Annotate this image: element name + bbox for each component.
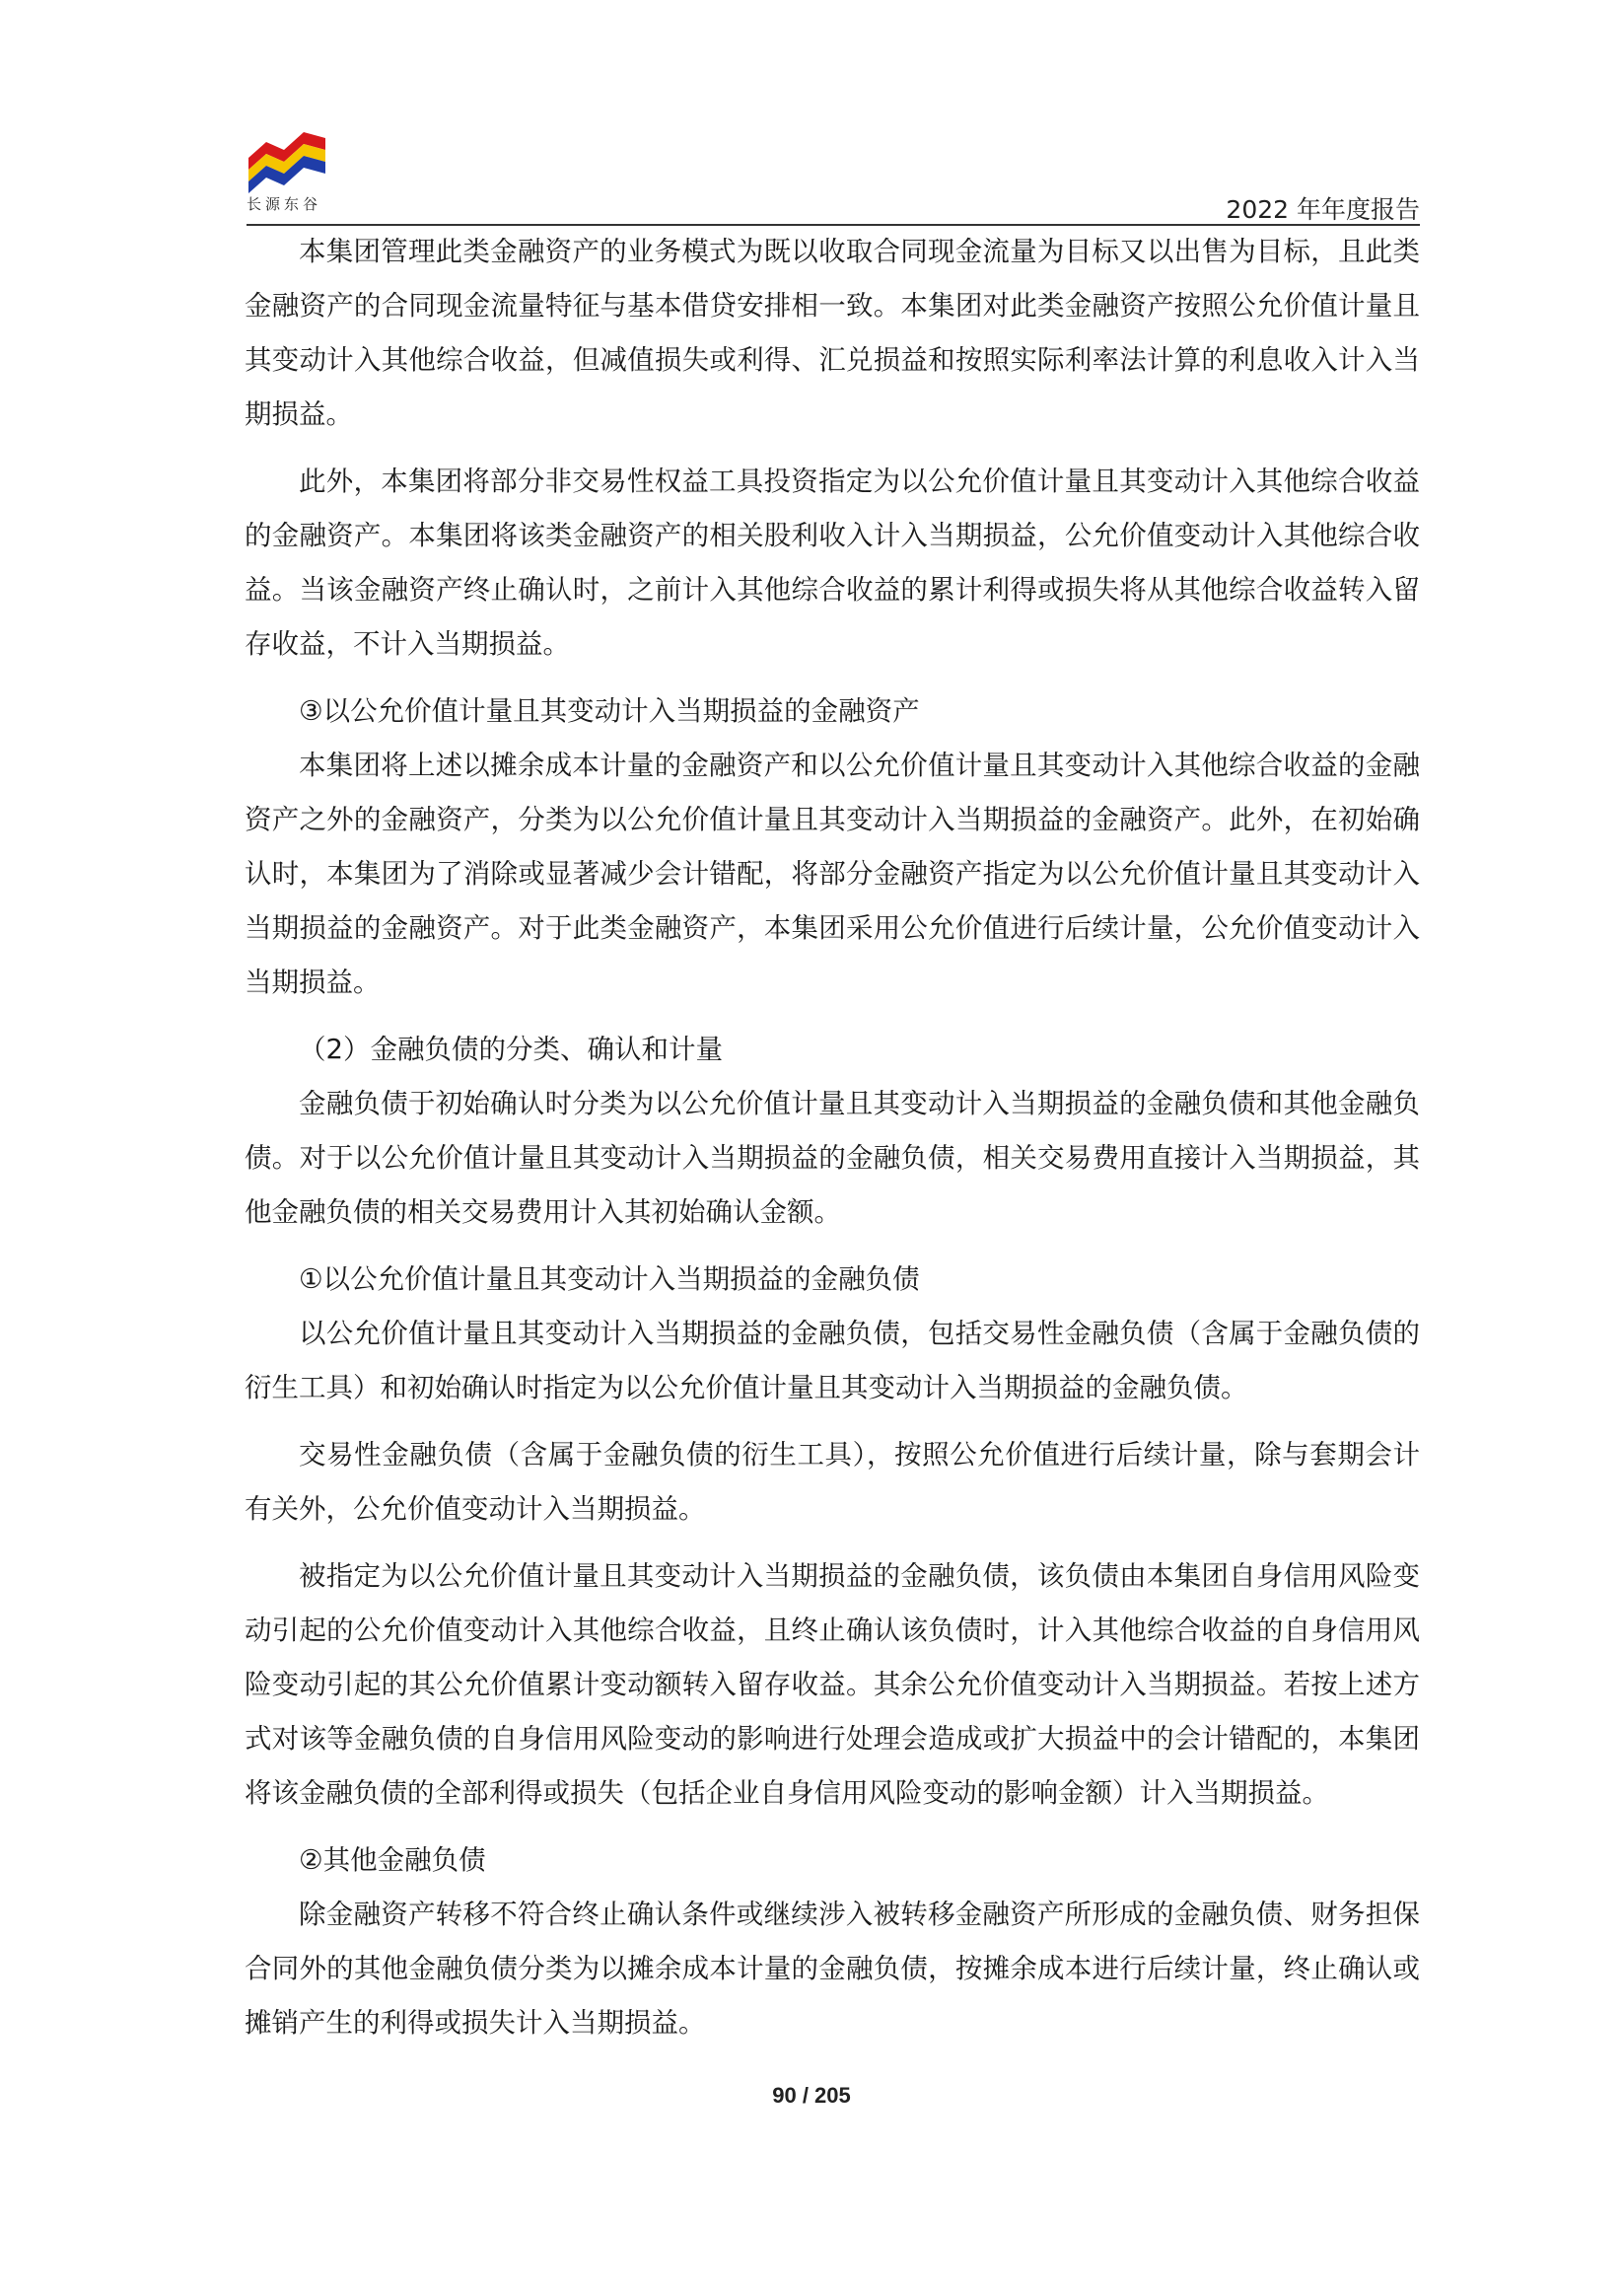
body-paragraph: 此外，本集团将部分非交易性权益工具投资指定为以公允价值计量且其变动计入其他综合收益的金融资产。本集团将该类金融资产的相关股利收入计入当期损益，公允价值变动计入其他综合收益。当该金融资产终止确认时，之前计入其他综合收益的累计利得或损失将从其他综合收益转入留存收益，不计入当期损益。: [245, 466, 1420, 660]
section-heading: （2）金融负债的分类、确认和计量: [299, 1034, 723, 1065]
page-header: [247, 128, 1420, 227]
body-paragraph: 本集团将上述以摊余成本计量的金融资产和以公允价值计量且其变动计入其他综合收益的金融资产之外的金融资产，分类为以公允价值计量且其变动计入当期损益的金融资产。此外，在初始确认时，本集团为了消除或显著减少会计错配，将部分金融资产指定为以公允价值计量且其变动计入当期损益的金融资产。对于此类金融资产，本集团采用公允价值进行后续计量，公允价值变动计入当期损益。: [245, 750, 1420, 998]
page-number: 90 / 205: [772, 2083, 851, 2108]
body-paragraph: 除金融资产转移不符合终止确认条件或继续涉入被转移金融资产所形成的金融负债、财务担保合同外的其他金融负债分类为以摊余成本计量的金融负债，按摊余成本进行后续计量，终止确认或摊销产生的利得或损失计入当期损益。: [245, 1899, 1420, 2039]
company-logo: [247, 128, 335, 222]
section-heading: ①以公允价值计量且其变动计入当期损益的金融负债: [299, 1263, 920, 1295]
section-heading: ②其他金融负债: [299, 1844, 486, 1876]
body-paragraph: 以公允价值计量且其变动计入当期损益的金融负债，包括交易性金融负债（含属于金融负债的衍生工具）和初始确认时指定为以公允价值计量且其变动计入当期损益的金融负债。: [245, 1318, 1420, 1403]
report-title: 2022 年年度报告: [1226, 195, 1420, 224]
body-paragraph: 本集团管理此类金融资产的业务模式为既以收取合同现金流量为目标又以出售为目标，且此类金融资产的合同现金流量特征与基本借贷安排相一致。本集团对此类金融资产按照公允价值计量且其变动计入其他综合收益，但减值损失或利得、汇兑损益和按照实际利率法计算的利息收入计入当期损益。: [245, 236, 1420, 430]
section-heading: ③以公允价值计量且其变动计入当期损益的金融资产: [299, 695, 920, 727]
logo-stripes-icon: [247, 128, 335, 193]
body-paragraph: 交易性金融负债（含属于金融负债的衍生工具），按照公允价值进行后续计量，除与套期会计有关外，公允价值变动计入当期损益。: [245, 1439, 1420, 1525]
body-paragraph: 金融负债于初始确认时分类为以公允价值计量且其变动计入当期损益的金融负债和其他金融负债。对于以公允价值计量且其变动计入当期损益的金融负债，相关交易费用直接计入当期损益，其他金融负债的相关交易费用计入其初始确认金额。: [245, 1088, 1420, 1228]
document-body: [245, 225, 1420, 2063]
body-paragraph: 被指定为以公允价值计量且其变动计入当期损益的金融负债，该负债由本集团自身信用风险变动引起的公允价值变动计入其他综合收益，且终止确认该负债时，计入其他综合收益的自身信用风险变动引起的其公允价值累计变动额转入留存收益。其余公允价值变动计入当期损益。若按上述方式对该等金融负债的自身信用风险变动的影响进行处理会造成或扩大损益中的会计错配的，本集团将该金融负债的全部利得或损失（包括企业自身信用风险变动的影响金额）计入当期损益。: [245, 1560, 1420, 1809]
logo-text: 长源东谷: [247, 195, 322, 213]
